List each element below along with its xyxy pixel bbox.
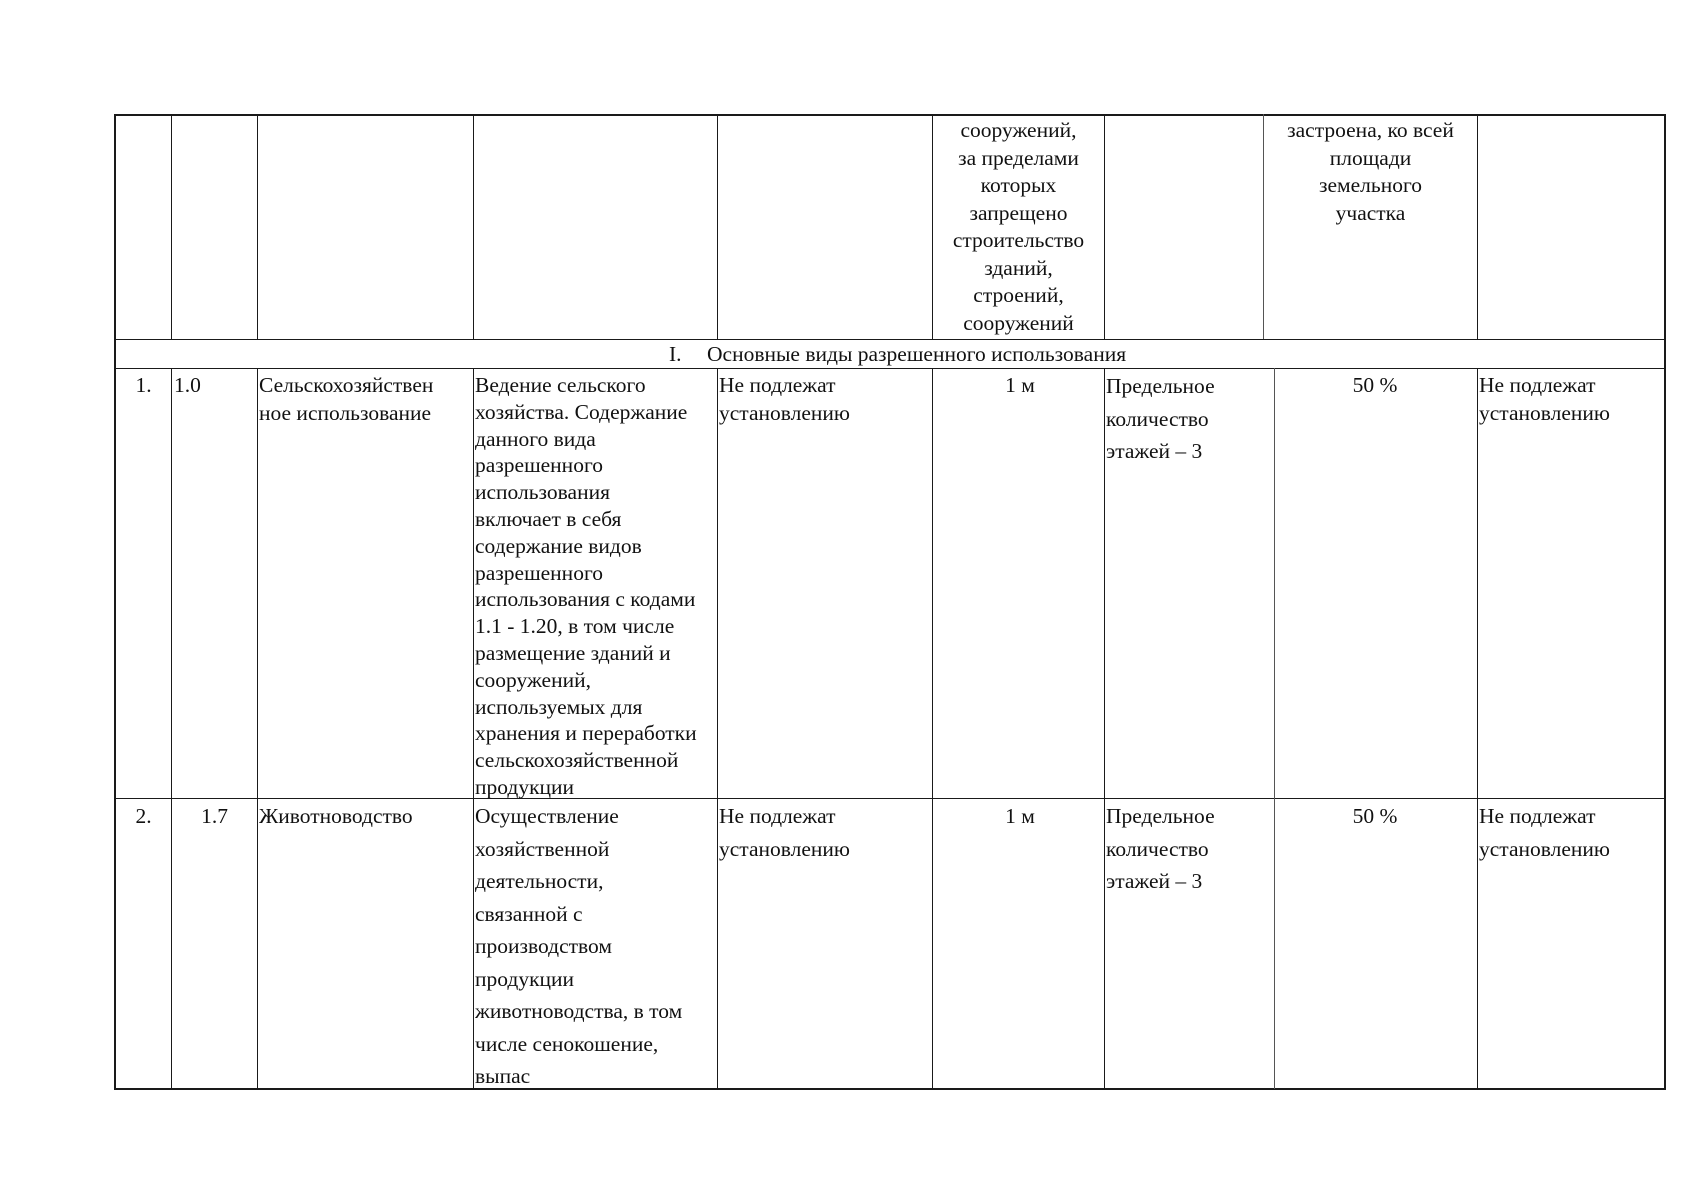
row-1-coverage: 50 % (1352, 373, 1398, 397)
row-2-setback: 1 м (1005, 804, 1035, 828)
col-divider (717, 114, 718, 339)
col-divider (1104, 368, 1105, 1089)
section-row-bottom-border (114, 368, 1666, 369)
col-divider (1104, 114, 1105, 339)
col-divider (473, 368, 474, 1089)
section-number: I. (669, 342, 682, 366)
col-divider (257, 368, 258, 1089)
row-2-description: Осуществление хозяйственной деятельности, связанной с производством продукции животноводства, в том числе сенокошение, выпас (475, 804, 683, 1088)
row-2-floors: Предельное количество этажей – 3 (1106, 804, 1215, 893)
row-2-number: 2. (135, 804, 152, 828)
col-divider (171, 368, 172, 1089)
table-left-border (114, 114, 116, 1090)
col-divider (1477, 368, 1478, 1089)
row-1-floors: Предельное количество этажей – 3 (1106, 374, 1215, 463)
col-divider (473, 114, 474, 339)
col-divider (257, 114, 258, 339)
col-divider (932, 368, 933, 1089)
col-divider (717, 368, 718, 1089)
row-1-bottom-border (114, 798, 1666, 799)
header-coverage-text: застроена, ко всей площади земельного участка (1287, 118, 1454, 225)
table-top-border (114, 114, 1666, 116)
row-1-name: Сельскохозяйствен ное использование (259, 373, 434, 425)
col-divider (1477, 114, 1478, 339)
row-1-other: Не подлежат установлению (1479, 373, 1610, 425)
row-1-code: 1.0 (174, 373, 201, 397)
row-2-code: 1.7 (201, 804, 228, 828)
col-divider (171, 114, 172, 339)
row-1-plot-size: Не подлежат установлению (719, 373, 850, 425)
section-row-top-border (114, 339, 1666, 340)
table-right-border (1664, 114, 1666, 1090)
row-1-number: 1. (135, 373, 152, 397)
row-2-name: Животноводство (259, 804, 413, 828)
row-2-coverage: 50 % (1352, 804, 1398, 828)
section-title: Основные виды разрешенного использования (707, 342, 1127, 366)
row-1-description: Ведение сельского хозяйства. Содержание данного вида разрешенного использования включает в себя содержание видов разрешенного использования с кодами 1.1 - 1.20, в том числе размещение зданий и сооружений, используемых для хранения и переработки сельскохозяйственной продукции (475, 373, 697, 799)
col-divider (1274, 368, 1275, 1089)
row-2-plot-size: Не подлежат установлению (719, 804, 850, 861)
row-1-setback: 1 м (1005, 373, 1035, 397)
header-setback-text: сооружений, за пределами которых запрещено строительство зданий, строений, сооружений (952, 118, 1085, 335)
table-bottom-border (114, 1088, 1666, 1090)
row-2-other: Не подлежат установлению (1479, 804, 1610, 861)
